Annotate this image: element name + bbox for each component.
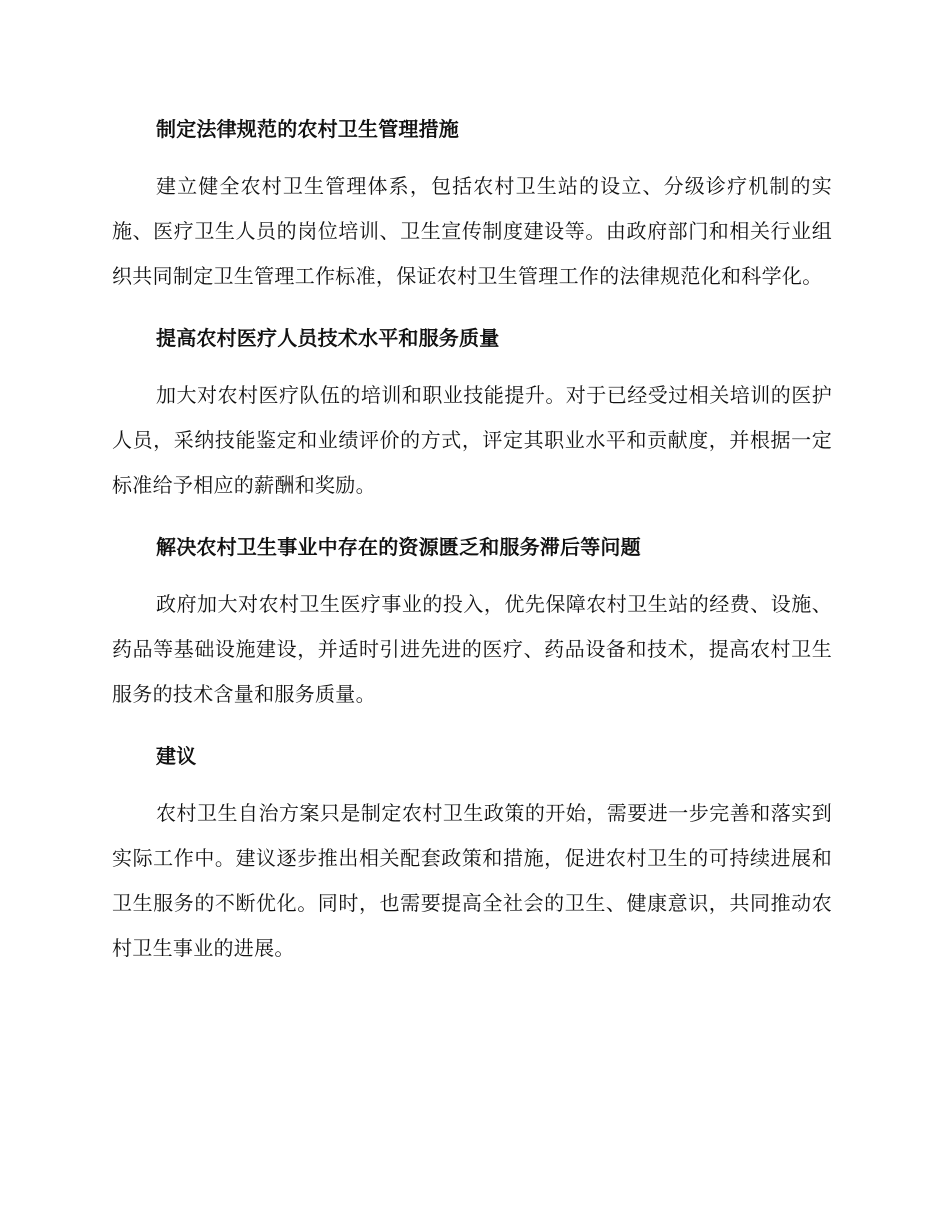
section-paragraph-staff-quality: 加大对农村医疗队伍的培训和职业技能提升。对于已经受过相关培训的医护人员，采纳技能鉴定和业绩评价的方式，评定其职业水平和贡献度，并根据一定标准给予相应的薪酬和奖励。 [112, 383, 832, 497]
section-heading-resource-shortage: 解决农村卫生事业中存在的资源匮乏和服务滞后等问题 [156, 535, 641, 559]
section-paragraph-recommendations: 农村卫生自治方案只是制定农村卫生政策的开始，需要进一步完善和落实到实际工作中。建议逐步推出相关配套政策和措施，促进农村卫生的可持续进展和卫生服务的不断优化。同时，也需要提高全社会的卫生、健康意识，共同推动农村卫生事业的进展。 [112, 801, 832, 960]
section-paragraph-legal-measures: 建立健全农村卫生管理体系，包括农村卫生站的设立、分级诊疗机制的实施、医疗卫生人员的岗位培训、卫生宣传制度建设等。由政府部门和相关行业组织共同制定卫生管理工作标准，保证农村卫生管理工作的法律规范化和科学化。 [112, 174, 832, 288]
section-heading-legal-measures: 制定法律规范的农村卫生管理措施 [156, 117, 459, 141]
section-paragraph-resource-shortage: 政府加大对农村卫生医疗事业的投入，优先保障农村卫生站的经费、设施、药品等基础设施建设，并适时引进先进的医疗、药品设备和技术，提高农村卫生服务的技术含量和服务质量。 [112, 592, 832, 706]
document-body [112, 112, 832, 971]
section-heading-staff-quality: 提高农村医疗人员技术水平和服务质量 [156, 326, 500, 350]
section-heading-recommendations: 建议 [156, 744, 197, 768]
